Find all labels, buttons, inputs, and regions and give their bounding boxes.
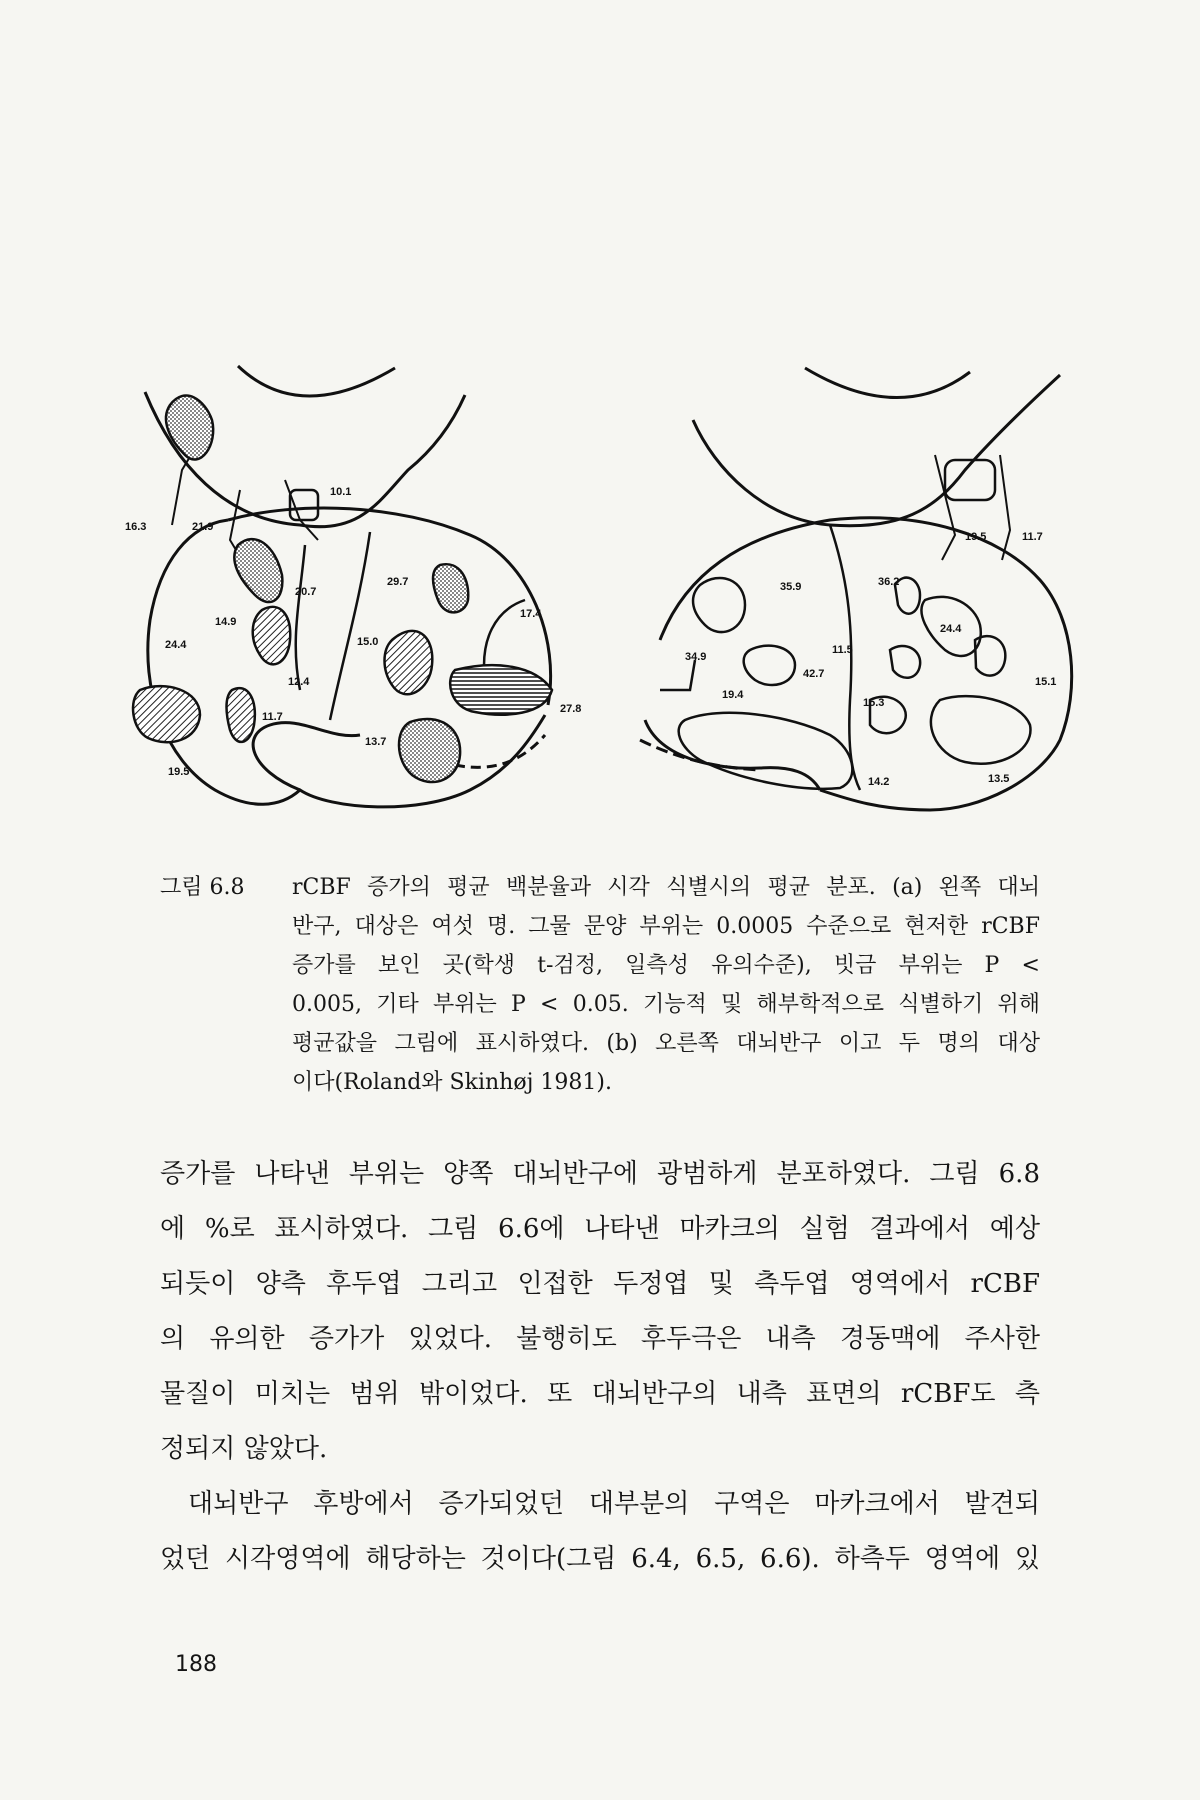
right-region-2 bbox=[744, 646, 795, 685]
left-label: 10.1 bbox=[330, 486, 352, 498]
left-label: 12.4 bbox=[288, 676, 310, 688]
right-label: 13.5 bbox=[988, 773, 1010, 785]
right-label: 35.9 bbox=[780, 581, 802, 593]
right-hemisphere-diagram bbox=[640, 368, 1072, 810]
right-label: 15.3 bbox=[863, 697, 885, 709]
left-label: 20.7 bbox=[295, 586, 317, 598]
left-label: 17.4 bbox=[520, 608, 542, 620]
left-region-dotted-top bbox=[166, 396, 213, 460]
right-label: 14.2 bbox=[868, 776, 890, 788]
right-label: 24.4 bbox=[940, 623, 962, 635]
left-label: 29.7 bbox=[387, 576, 409, 588]
caption-label: 그림 6.8 bbox=[160, 875, 245, 900]
right-label: 11.5 bbox=[832, 644, 853, 656]
paragraph-1-line: 물질이 미치는 범위 밖이었다. 또 대뇌반구의 내측 표면의 rCBF도 측 bbox=[160, 1379, 1040, 1409]
right-label: 36.2 bbox=[878, 576, 900, 588]
left-dashed-boundary bbox=[455, 735, 545, 767]
left-region-hatched-4 bbox=[227, 688, 255, 742]
caption-line: 증가를 보인 곳(학생 t-검정, 일측성 유의수준), 빗금 부위는 P < bbox=[292, 953, 1040, 978]
left-region-dotted-4 bbox=[399, 719, 460, 782]
paragraph-2-line: 대뇌반구 후방에서 증가되었던 대부분의 구역은 마카크에서 발견되 bbox=[188, 1489, 1040, 1519]
left-label: 11.7 bbox=[262, 711, 283, 723]
right-label: 15.1 bbox=[1035, 676, 1057, 688]
right-region-8 bbox=[931, 696, 1031, 764]
right-numeric-labels bbox=[685, 531, 1056, 788]
caption-text bbox=[292, 868, 1040, 1102]
left-region-dotted-3 bbox=[433, 564, 468, 612]
caption-line: 이다(Roland와 Skinhøj 1981). bbox=[292, 1070, 612, 1095]
left-region-dotted-2 bbox=[234, 539, 282, 602]
paragraph-2-line: 었던 시각영역에 해당하는 것이다(그림 6.4, 6.5, 6.6). 하측두 영역에 있 bbox=[160, 1544, 1040, 1574]
paragraph-1-line: 의 유의한 증가가 있었다. 불행히도 후두극은 내측 경동맥에 주사한 bbox=[160, 1324, 1040, 1354]
body-text bbox=[160, 1147, 1040, 1587]
left-label: 21.9 bbox=[192, 521, 214, 533]
right-activation-regions bbox=[679, 578, 1031, 789]
paragraph-1-line: 에 %로 표시하였다. 그림 6.6에 나타낸 마카크의 실험 결과에서 예상 bbox=[160, 1214, 1040, 1244]
left-label: 19.5 bbox=[168, 766, 190, 778]
right-region-1 bbox=[693, 578, 745, 632]
right-midbrain-arc bbox=[805, 368, 970, 398]
left-region-hatched-1 bbox=[253, 607, 290, 664]
left-label: 13.7 bbox=[365, 736, 387, 748]
left-region-hatched-3 bbox=[133, 686, 200, 742]
left-region-hlines bbox=[450, 665, 552, 714]
right-label: 11.7 bbox=[1022, 531, 1043, 543]
left-activation-regions bbox=[133, 396, 552, 782]
caption-line: 평균값을 그림에 표시하였다. (b) 오른쪽 대뇌반구 이고 두 명의 대상 bbox=[292, 1031, 1040, 1056]
right-cerebellum-outline bbox=[693, 375, 1060, 526]
left-label: 16.3 bbox=[125, 521, 147, 533]
caption-line: rCBF 증가의 평균 백분율과 시각 식별시의 평균 분포. (a) 왼쪽 대뇌 bbox=[292, 875, 1040, 900]
caption-line: 반구, 대상은 여섯 명. 그물 문양 부위는 0.0005 수준으로 현저한 rCBF bbox=[292, 914, 1040, 939]
caption-line: 0.005, 기타 부위는 P < 0.05. 기능적 및 해부학적으로 식별하기 위해 bbox=[292, 992, 1040, 1017]
right-sulcus-2 bbox=[660, 660, 695, 690]
page-number: 188 bbox=[175, 1652, 217, 1677]
right-region-7 bbox=[890, 646, 920, 678]
left-temporal-bulge bbox=[253, 723, 360, 790]
left-label: 14.9 bbox=[215, 616, 237, 628]
paragraph-1-line: 되듯이 양측 후두엽 그리고 인접한 두정엽 및 측두엽 영역에서 rCBF bbox=[160, 1269, 1040, 1299]
left-label: 24.4 bbox=[165, 639, 187, 651]
left-label: 15.0 bbox=[357, 636, 379, 648]
left-sulcus-1 bbox=[330, 532, 370, 720]
right-label: 42.7 bbox=[803, 668, 825, 680]
right-label: 19.5 bbox=[965, 531, 987, 543]
left-midbrain-arc bbox=[238, 366, 395, 396]
left-cerebrum-outline bbox=[148, 520, 545, 807]
right-leader-line-b bbox=[1000, 455, 1010, 560]
left-sulcus-3 bbox=[296, 545, 305, 690]
right-region-3 bbox=[679, 713, 853, 789]
paragraph-1-line: 증가를 나타낸 부위는 양쪽 대뇌반구에 광범하게 분포하였다. 그림 6.8 bbox=[160, 1159, 1040, 1189]
right-label: 34.9 bbox=[685, 651, 707, 663]
left-label: 27.8 bbox=[560, 703, 582, 715]
left-region-hatched-2 bbox=[385, 631, 433, 694]
right-label: 19.4 bbox=[722, 689, 744, 701]
right-inferior-border bbox=[645, 720, 820, 790]
right-dashed-boundary bbox=[640, 740, 760, 770]
paragraph-1-line: 정되지 않았다. bbox=[160, 1434, 328, 1464]
